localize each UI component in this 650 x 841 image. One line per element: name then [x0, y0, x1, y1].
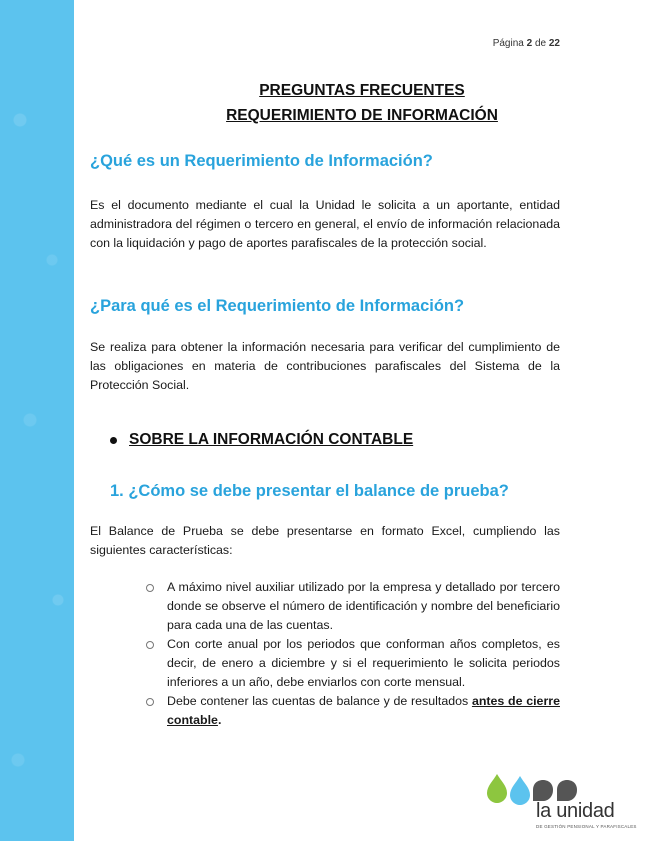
requirements-list — [144, 578, 560, 730]
list-item-text: Con corte anual por los periodos que conforman años completos, es decir, de enero a diciembre y si el requerimiento le solicita periodos inferiores a un año, debe enviarlos con corte mensual. — [167, 637, 560, 689]
logo-wordmark: la unidad — [536, 800, 615, 822]
logo-drop-gray-2 — [557, 780, 577, 801]
list-item — [144, 635, 560, 692]
document-title — [74, 78, 650, 128]
question-heading-balance: 1. ¿Cómo se debe presentar el balance de prueba? — [110, 482, 509, 500]
section-heading-que-es: ¿Qué es un Requerimiento de Información? — [90, 152, 433, 170]
title-line-1: PREGUNTAS FRECUENTES — [259, 82, 465, 99]
title-line-2: REQUERIMIENTO DE INFORMACIÓN — [226, 107, 498, 124]
logo-drop-gray-1 — [533, 780, 553, 801]
balance-intro: El Balance de Prueba se debe presentarse en formato Excel, cumpliendo las siguientes características: — [90, 524, 560, 557]
section-body-que-es: Es el documento mediante el cual la Unidad le solicita a un aportante, entidad administradora del régimen o tercero en general, el envío de información relacionada con la liquidación y pago de aportes parafiscales de la protección social. — [90, 198, 560, 250]
logo-drop-blue — [510, 776, 530, 805]
list-item-text: Debe contener las cuentas de balance y de resultados — [167, 694, 472, 708]
hollow-circle-bullet-icon — [146, 584, 154, 592]
section-heading-para-que: ¿Para qué es el Requerimiento de Información? — [90, 297, 465, 315]
hollow-circle-bullet-icon — [146, 641, 154, 649]
list-item-trailing: . — [217, 713, 222, 727]
list-item-text: A máximo nivel auxiliar utilizado por la empresa y detallado por tercero donde se observe el número de identificación y nombre del beneficiario para cada una de las cuentas. — [167, 580, 560, 632]
bullet-heading-informacion-contable — [110, 431, 413, 449]
logo-drop-green — [487, 774, 507, 803]
bullet-heading-text: SOBRE LA INFORMACIÓN CONTABLE — [129, 431, 414, 448]
list-item-emphasis: antes de cierre contable — [167, 694, 560, 727]
list-item — [144, 692, 560, 730]
hollow-circle-bullet-icon — [146, 698, 154, 706]
list-item — [144, 578, 560, 635]
page-number: Página 2 de 22 — [492, 38, 560, 49]
bullet-dot-icon — [110, 437, 117, 444]
logo-tagline: DE GESTIÓN PENSIONAL Y PARAFISCALES — [536, 824, 637, 829]
decorative-sidebar — [0, 0, 74, 841]
section-body-para-que: Se realiza para obtener la información necesaria para verificar del cumplimiento de las obligaciones en materia de contribuciones parafiscales del Sistema de la Protección Social. — [90, 340, 560, 392]
